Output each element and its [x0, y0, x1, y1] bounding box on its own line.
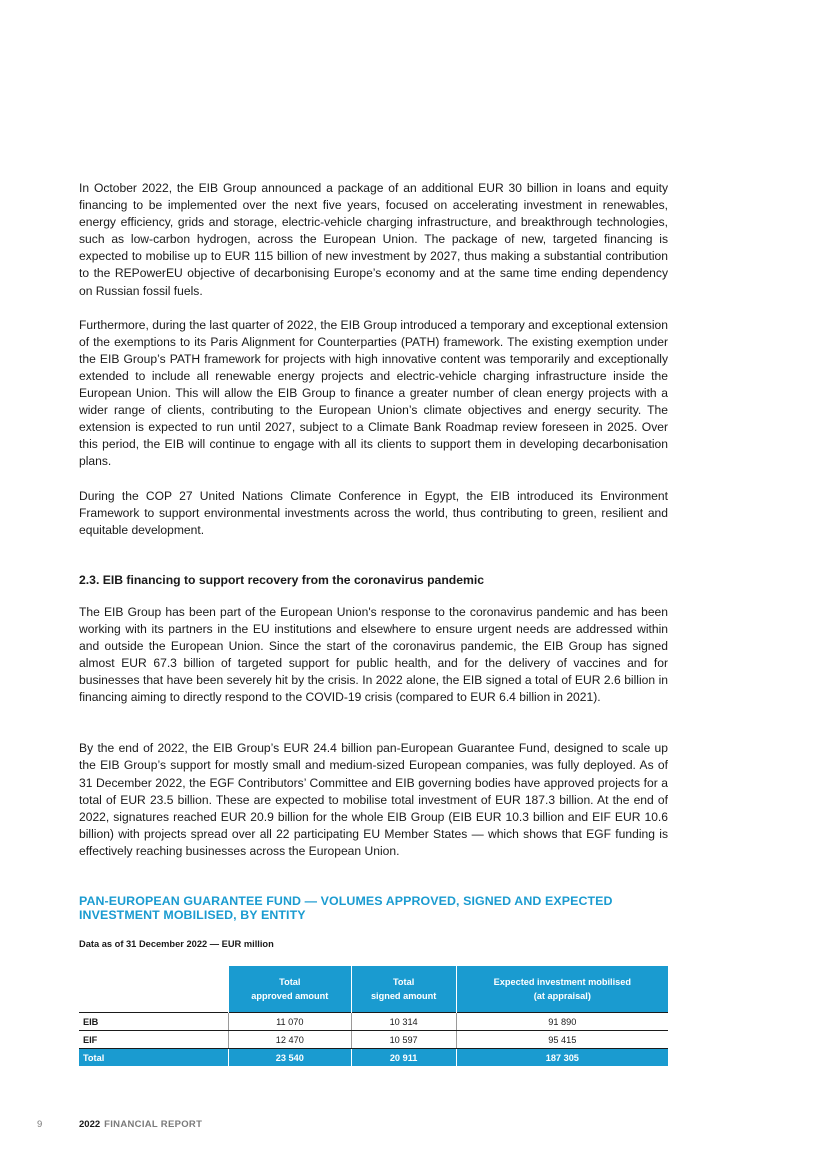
header-expected — [456, 966, 668, 1013]
cell-signed: 20 911 — [351, 1049, 456, 1067]
cell-approved: 11 070 — [229, 1013, 352, 1031]
cell-signed: 10 314 — [351, 1013, 456, 1031]
header-approved — [229, 966, 352, 1013]
table-header-row — [79, 966, 668, 1013]
page-number: 9 — [37, 1119, 43, 1130]
cell-expected: 187 305 — [456, 1049, 668, 1067]
paragraph-repowereu-package: In October 2022, the EIB Group announced a package of an additional EUR 30 billion in loans and equity financing to be implemented over the next five years, focused on accelerating investment in renewables, energy efficiency, grids and storage, electric-vehicle charging infrastructure, and breakthrough technologies, such as low-carbon hydrogen, across the European Union. The package of new, targeted financing is expected to mobilise up to EUR 115 billion of new investment by 2027, thus making a substantial contribution to the REPowerEU objective of decarbonising Europe’s economy and at the same time ending dependency on Russian fossil fuels. — [79, 181, 668, 298]
paragraph-path-exemption: Furthermore, during the last quarter of 2022, the EIB Group introduced a temporary and exceptional extension of the exemptions to its Paris Alignment for Counterparties (PATH) framework. The existing exemption under the EIB Group’s PATH framework for projects with high innovative content was temporarily and exceptionally extended to include all renewable energy projects and electric-vehicle charging infrastructure inside the European Union. This will allow the EIB Group to finance a greater number of clean energy projects with a wider range of clients, contributing to the European Union’s climate objectives and energy security. The extension is expected to run until 2027, subject to a Climate Bank Roadmap review foreseen in 2025. Over this period, the EIB will continue to engage with all its clients to support them in developing decarbonisation plans. — [79, 317, 668, 469]
cell-approved: 12 470 — [229, 1031, 352, 1049]
table-row-total — [79, 1049, 668, 1067]
header-approved-line1: Total — [279, 977, 301, 987]
row-label: EIB — [79, 1013, 229, 1031]
header-signed — [351, 966, 456, 1013]
table-subtitle: Data as of 31 December 2022 — EUR million — [79, 939, 274, 949]
table-header-empty — [79, 966, 229, 1013]
egf-table — [79, 966, 668, 1066]
paragraph-egf: By the end of 2022, the EIB Group’s EUR 24.4 billion pan-European Guarantee Fund, designed to scale up the EIB Group’s support for mostly small and medium-sized European companies, was fully deployed. As of 31 December 2022, the EGF Contributors’ Committee and EIB governing bodies have approved projects for a total of EUR 23.5 billion. These are expected to mobilise total investment of EUR 187.3 billion. At the end of 2022, signatures reached EUR 20.9 billion for the whole EIB Group (EIB EUR 10.3 billion and EIF EUR 10.6 billion) with projects spread over all 22 participating EU Member States — which shows that EGF funding is effectively reaching businesses across the European Union. — [79, 741, 668, 858]
header-expected-line1: Expected investment mobilised — [493, 977, 631, 987]
table-row-eib — [79, 1013, 668, 1031]
cell-signed: 10 597 — [351, 1031, 456, 1049]
document-body — [79, 180, 668, 1066]
header-signed-line1: Total — [392, 977, 415, 987]
footer-year: 2022 — [79, 1119, 101, 1130]
row-label: EIF — [79, 1031, 229, 1049]
header-signed-line2: signed amount — [370, 991, 437, 1001]
page-footer — [37, 1119, 202, 1130]
header-expected-line2: (at appraisal) — [533, 991, 591, 1001]
paragraph-cop27: During the COP 27 United Nations Climate Conference in Egypt, the EIB introduced its Environment Framework to support environmental investments across the world, thus contributing to green, resilient and equitable development. — [79, 488, 668, 537]
cell-approved: 23 540 — [229, 1049, 352, 1067]
table-row-eif — [79, 1031, 668, 1049]
row-label: Total — [79, 1049, 229, 1067]
section-heading: 2.3. EIB financing to support recovery from the coronavirus pandemic — [79, 572, 484, 587]
cell-expected: 95 415 — [456, 1031, 668, 1049]
table-title: PAN-EUROPEAN GUARANTEE FUND — VOLUMES APPROVED, SIGNED AND EXPECTED INVESTMENT MOBILISED, BY ENTITY — [79, 894, 613, 922]
cell-expected: 91 890 — [456, 1013, 668, 1031]
header-approved-line2: approved amount — [251, 991, 329, 1001]
paragraph-covid-response: The EIB Group has been part of the European Union's response to the coronavirus pandemic and has been working with its partners in the EU institutions and elsewhere to ensure urgent needs are addressed within and outside the European Union. Since the start of the coronavirus pandemic, the EIB Group has signed almost EUR 67.3 billion of targeted support for public health, and for the delivery of vaccines and for businesses that have been severely hit by the crisis. In 2022 alone, the EIB signed a total of EUR 2.6 billion in financing aiming to directly respond to the COVID-19 crisis (compared to EUR 6.4 billion in 2021). — [79, 604, 668, 705]
footer-report-name: FINANCIAL REPORT — [104, 1119, 203, 1130]
